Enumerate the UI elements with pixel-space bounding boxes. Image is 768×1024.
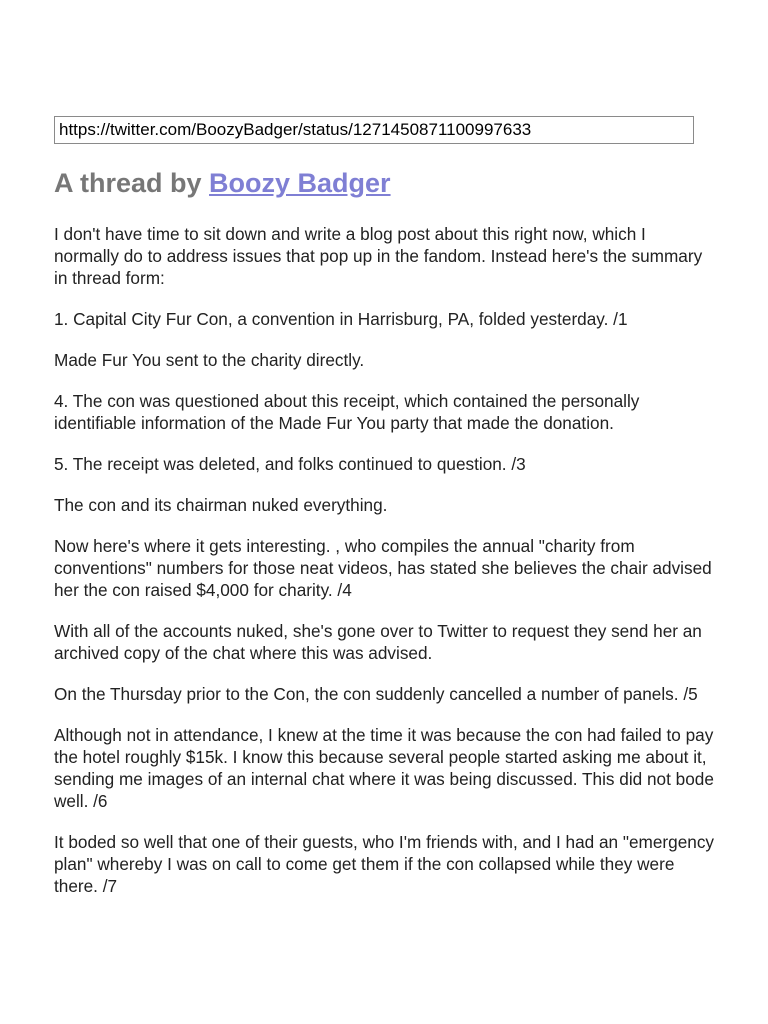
thread-paragraph: 1. Capital City Fur Con, a convention in Harrisburg, PA, folded yesterday. /1 bbox=[54, 309, 628, 329]
thread-paragraph: Now here's where it gets interesting. , who compiles the annual "charity from conventions" numbers for those neat videos, has stated she believes the chair advised her the con raised $4,000 for charity. /4 bbox=[54, 536, 712, 600]
source-url-box bbox=[54, 116, 694, 144]
thread-paragraph: It boded so well that one of their guests, who I'm friends with, and I had an "emergency plan" whereby I was on call to come get them if the con collapsed while they were there. /7 bbox=[54, 832, 715, 896]
thread-paragraph: On the Thursday prior to the Con, the con suddenly cancelled a number of panels. /5 bbox=[54, 684, 698, 704]
thread-paragraph: Although not in attendance, I knew at the time it was because the con had failed to pay the hotel roughly $15k. I know this because several people started asking me about it, sending me images of an internal chat where it was being discussed. This did not bode well. /6 bbox=[54, 725, 714, 811]
thread-paragraph: The con and its chairman nuked everything. bbox=[54, 495, 388, 515]
thread-content bbox=[54, 223, 714, 916]
page-title bbox=[54, 168, 391, 199]
thread-paragraph: With all of the accounts nuked, she's gone over to Twitter to request they send her an archived copy of the chat where this was advised. bbox=[54, 621, 702, 663]
source-url-text: https://twitter.com/BoozyBadger/status/1271450871100997633 bbox=[59, 120, 532, 139]
title-prefix: A thread by bbox=[54, 168, 210, 198]
thread-paragraph: 5. The receipt was deleted, and folks continued to question. /3 bbox=[54, 454, 526, 474]
thread-paragraph: I don't have time to sit down and write a blog post about this right now, which I normally do to address issues that pop up in the fandom. Instead here's the summary in thread form: bbox=[54, 224, 703, 288]
author-link[interactable]: Boozy Badger bbox=[209, 168, 391, 198]
thread-paragraph: Made Fur You sent to the charity directly. bbox=[54, 350, 365, 370]
thread-paragraph: 4. The con was questioned about this receipt, which contained the personally identifiable information of the Made Fur You party that made the donation. bbox=[54, 391, 640, 433]
